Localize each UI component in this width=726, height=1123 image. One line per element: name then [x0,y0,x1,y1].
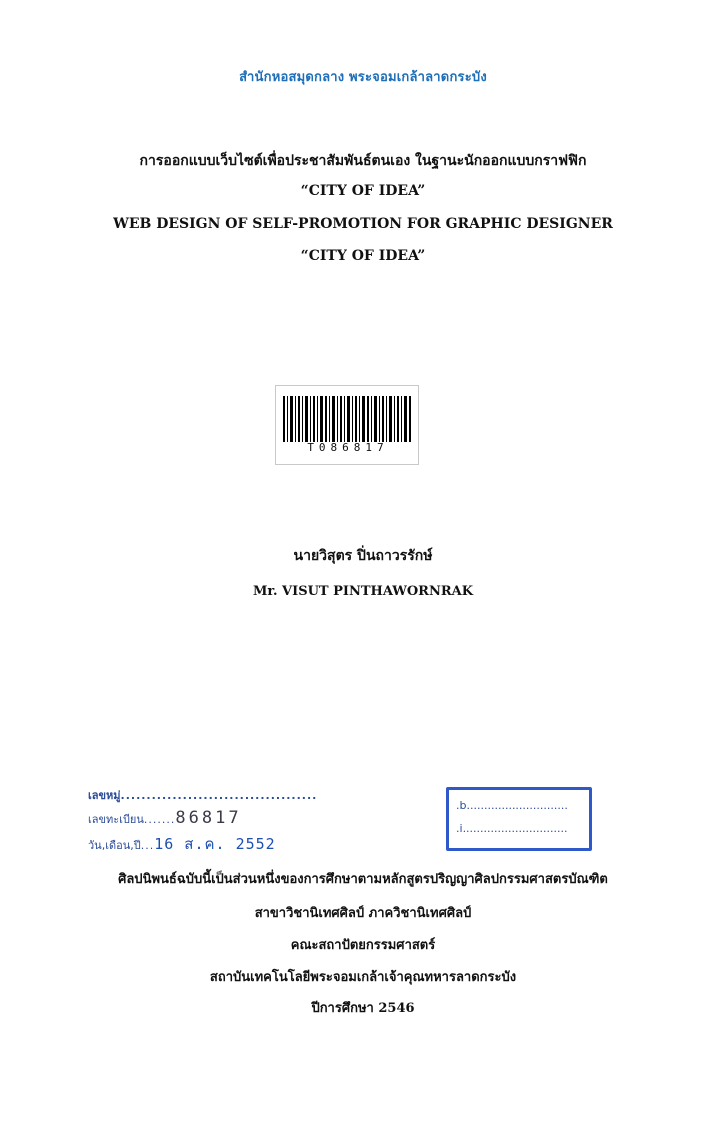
date-value: 16 ส.ค. 2552 [154,835,276,853]
degree-statement-line-3: คณะสถาปัตยกรรมศาสตร์ [290,938,436,953]
stamp-line-b [456,799,568,812]
barcode-icon [283,396,411,442]
registration-row: เลขทะเบียน.......86817 [88,808,242,828]
author-name-english: Mr. VISUT PINTHAWORNRAK [252,584,474,599]
call-number-label: เลขหมู่ [88,789,121,802]
degree-statement-line-1: ศิลปนิพนธ์ฉบับนี้เป็นส่วนหนึ่งของการศึกษาตามหลักสูตรปริญญาศิลปกรรมศาสตรบัณฑิต [118,872,608,887]
title-thai-subtitle: “CITY OF IDEA” [300,183,426,199]
author-name-thai: นายวิสุตร ปิ่นถาวรรักษ์ [293,548,433,564]
degree-statement-line-4: สถาบันเทคโนโลยีพระจอมเกล้าเจ้าคุณทหารลาดกระบัง [209,970,517,985]
library-stamp: สำนักหอสมุดกลาง พระจอมเกล้าลาดกระบัง [239,70,487,85]
catalog-stamp-box [446,787,592,851]
registration-label: เลขทะเบียน [88,813,144,826]
title-thai: การออกแบบเว็บไซต์เพื่อประชาสัมพันธ์ตนเอง ในฐานะนักออกแบบกราฟฟิก [139,153,587,169]
date-row: วัน,เดือน,ปี...16 ส.ค. 2552 [88,835,276,853]
date-label: วัน,เดือน,ปี [88,839,141,852]
call-number-row [88,786,317,804]
call-number-dots: ...................................... [120,789,318,802]
degree-statement-line-2: สาขาวิชานิเทศศิลป์ ภาควิชานิเทศศิลป์ [254,906,472,921]
title-english: WEB DESIGN OF SELF-PROMOTION FOR GRAPHIC DESIGNER [113,216,613,232]
stamp-b-label: .b [456,799,467,812]
stamp-b-dots: ............................. [466,799,568,812]
title-english-subtitle: “CITY OF IDEA” [300,248,426,264]
stamp-line-i [456,822,567,835]
barcode-number: T086817 [307,441,389,454]
stamp-i-label: .i [456,822,463,835]
stamp-i-dots: .............................. [462,822,568,835]
registration-number: 86817 [175,808,242,828]
academic-year: ปีการศึกษา 2546 [311,1001,415,1016]
barcode-label [275,385,419,465]
